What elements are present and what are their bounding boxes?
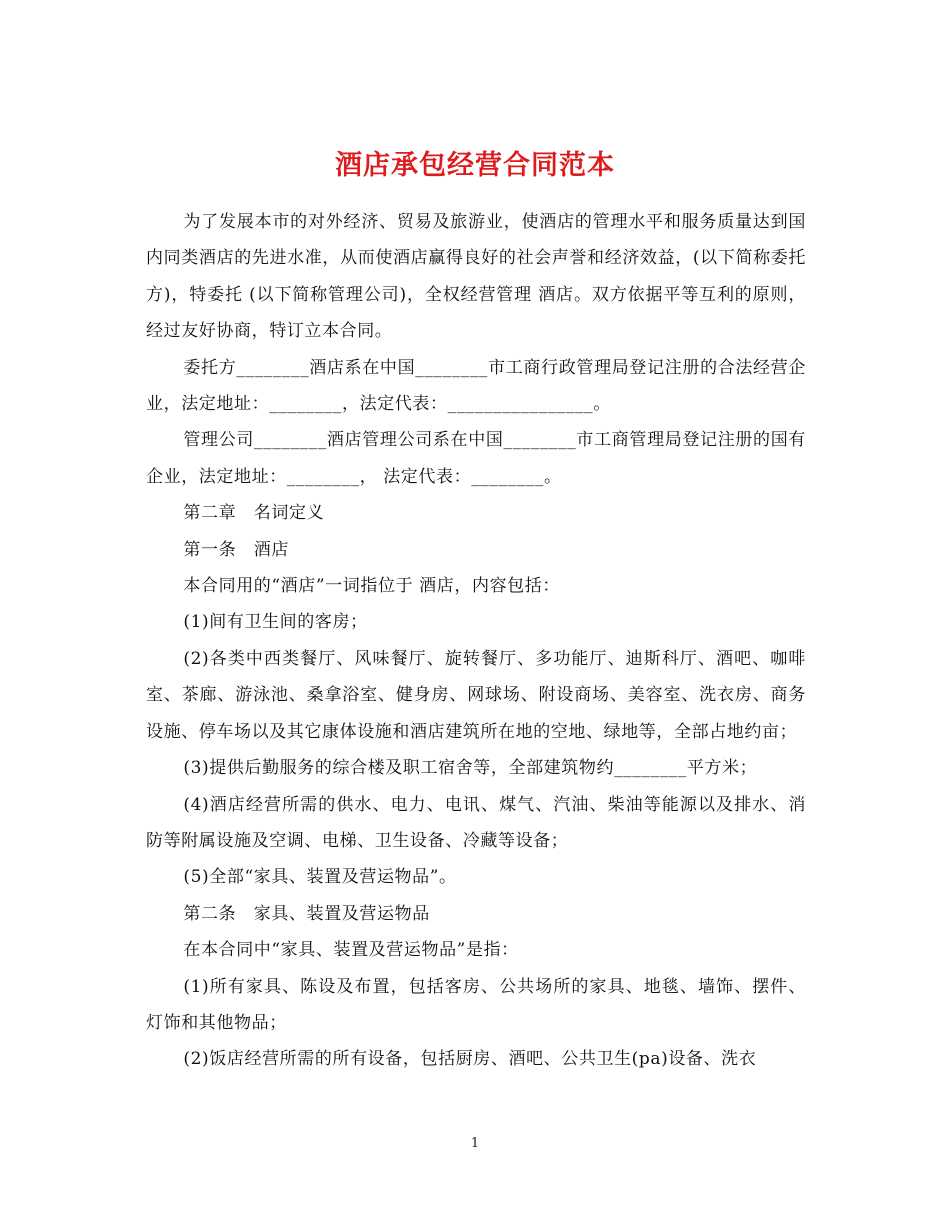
list-item: (4)酒店经营所需的供水、电力、电讯、煤气、汽油、柴油等能源以及排水、消防等附属设施及空调、电梯、卫生设备、冷藏等设备； (146, 794, 806, 851)
page-number: 1 (470, 1136, 480, 1151)
list-item: (1)间有卫生间的客房； (183, 612, 368, 633)
paragraph: 在本合同中“家具、装置及营运物品”是指： (183, 940, 519, 961)
list-item: (3)提供后勤服务的综合楼及职工宿舍等，全部建筑物约________平方米； (183, 758, 758, 779)
article-heading: 第二条 家具、装置及营运物品 (183, 903, 430, 924)
paragraph: 管理公司________酒店管理公司系在中国________市工商管理局登记注册的国有企业，法定地址：________， 法定代表：________。 (146, 430, 806, 487)
chapter-heading: 第二章 名词定义 (183, 503, 325, 524)
document-title: 酒店承包经营合同范本 (335, 150, 615, 182)
list-item: (5)全部“家具、装置及营运物品”。 (183, 867, 457, 888)
paragraph: 委托方________酒店系在中国________市工商行政管理局登记注册的合法经营企业，法定地址：________，法定代表：________________。 (146, 357, 806, 415)
list-item: (2)各类中西类餐厅、风味餐厅、旋转餐厅、多功能厅、迪斯科厅、酒吧、咖啡室、茶廊、游泳池、桑拿浴室、健身房、网球场、附设商场、美容室、洗衣房、商务设施、停车场以及其它康体设施和酒店建筑所在地的空地、绿地等，全部占地约亩； (146, 648, 806, 742)
paragraph: 为了发展本市的对外经济、贸易及旅游业，使酒店的管理水平和服务质量达到国内同类酒店的先进水准，从而使酒店赢得良好的社会声誉和经济效益，(以下简称委托方)，特委托 (以下简称管理公司)，全权经营管理 酒店。双方依据平等互利的原则，经过友好协商，特订立本合同。 (146, 212, 806, 342)
article-heading: 第一条 酒店 (183, 539, 289, 560)
document-body (146, 204, 806, 1078)
list-item: (2)饭店经营所需的所有设备，包括厨房、酒吧、公共卫生(pa)设备、洗衣 (183, 1049, 757, 1070)
list-item: (1)所有家具、陈设及布置，包括客房、公共场所的家具、地毯、墙饰、摆件、灯饰和其他物品； (146, 976, 806, 1033)
paragraph: 本合同用的“酒店”一词指位于 酒店，内容包括： (183, 576, 560, 597)
